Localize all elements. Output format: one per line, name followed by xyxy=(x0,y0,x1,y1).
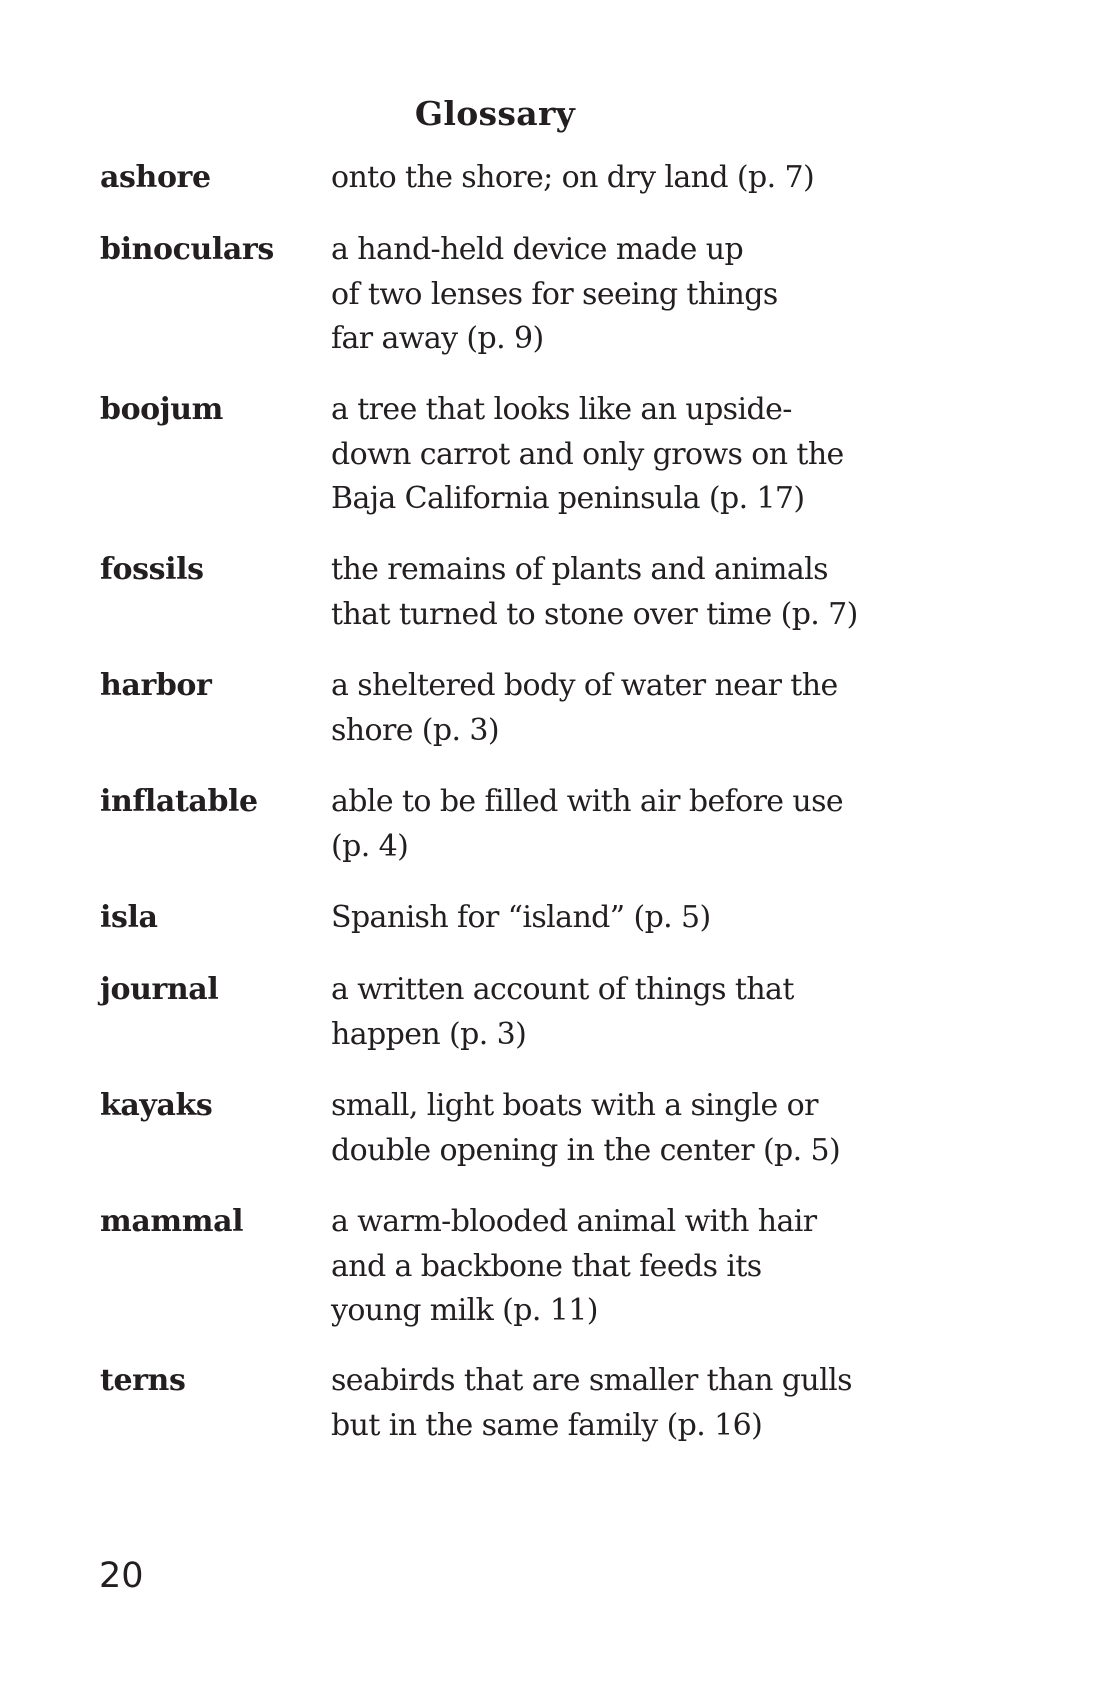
definition-line: Spanish for “island” (p. 5) xyxy=(331,900,711,935)
glossary-term: boojum xyxy=(100,392,224,427)
glossary-definition xyxy=(331,228,951,362)
definition-line: small, light boats with a single or xyxy=(331,1088,818,1123)
glossary-term: terns xyxy=(100,1363,186,1398)
definition-line: the remains of plants and animals xyxy=(331,552,828,587)
definition-line: double opening in the center (p. 5) xyxy=(331,1132,841,1168)
definition-line: onto the shore; on dry land (p. 7) xyxy=(331,160,815,195)
definition-line: happen (p. 3) xyxy=(331,1016,527,1052)
glossary-definition xyxy=(331,1359,951,1448)
definition-line: far away (p. 9) xyxy=(331,321,544,357)
definition-line: Baja California peninsula (p. 17) xyxy=(331,481,805,517)
definition-line: (p. 4) xyxy=(331,828,409,864)
glossary-definition xyxy=(331,548,951,637)
glossary-definition xyxy=(331,780,951,869)
glossary-term: binoculars xyxy=(100,232,274,267)
page-number: 20 xyxy=(99,1556,144,1596)
glossary-definition xyxy=(331,388,951,522)
glossary-definition xyxy=(331,1084,951,1173)
page-title: Glossary xyxy=(414,94,576,133)
glossary-term: harbor xyxy=(100,668,212,703)
definition-line: but in the same family (p. 16) xyxy=(331,1407,763,1443)
glossary-definition xyxy=(331,156,951,201)
glossary-term: kayaks xyxy=(100,1088,213,1123)
definition-line: able to be filled with air before use xyxy=(331,784,844,819)
definition-line: a hand-held device made up xyxy=(331,232,744,267)
definition-line: a written account of things that xyxy=(331,972,794,1007)
definition-line: young milk (p. 11) xyxy=(331,1293,598,1329)
definition-line: a sheltered body of water near the xyxy=(331,668,838,703)
definition-line: that turned to stone over time (p. 7) xyxy=(331,596,858,632)
definition-line: shore (p. 3) xyxy=(331,712,499,748)
glossary-term: fossils xyxy=(100,552,204,587)
definition-line: seabirds that are smaller than gulls xyxy=(331,1363,852,1398)
glossary-term: mammal xyxy=(100,1204,244,1239)
definition-line: and a backbone that feeds its xyxy=(331,1248,762,1284)
glossary-definition xyxy=(331,896,951,941)
definition-line: a tree that looks like an upside- xyxy=(331,392,792,427)
definition-line: of two lenses for seeing things xyxy=(331,276,778,312)
glossary-term: ashore xyxy=(100,160,211,195)
glossary-term: journal xyxy=(100,972,219,1007)
definition-line: down carrot and only grows on the xyxy=(331,436,844,472)
glossary-term: isla xyxy=(100,900,158,935)
definition-line: a warm-blooded animal with hair xyxy=(331,1204,817,1239)
glossary-definition xyxy=(331,968,951,1057)
glossary-term: inflatable xyxy=(100,784,258,819)
glossary-definition xyxy=(331,664,951,753)
glossary-definition xyxy=(331,1200,951,1334)
